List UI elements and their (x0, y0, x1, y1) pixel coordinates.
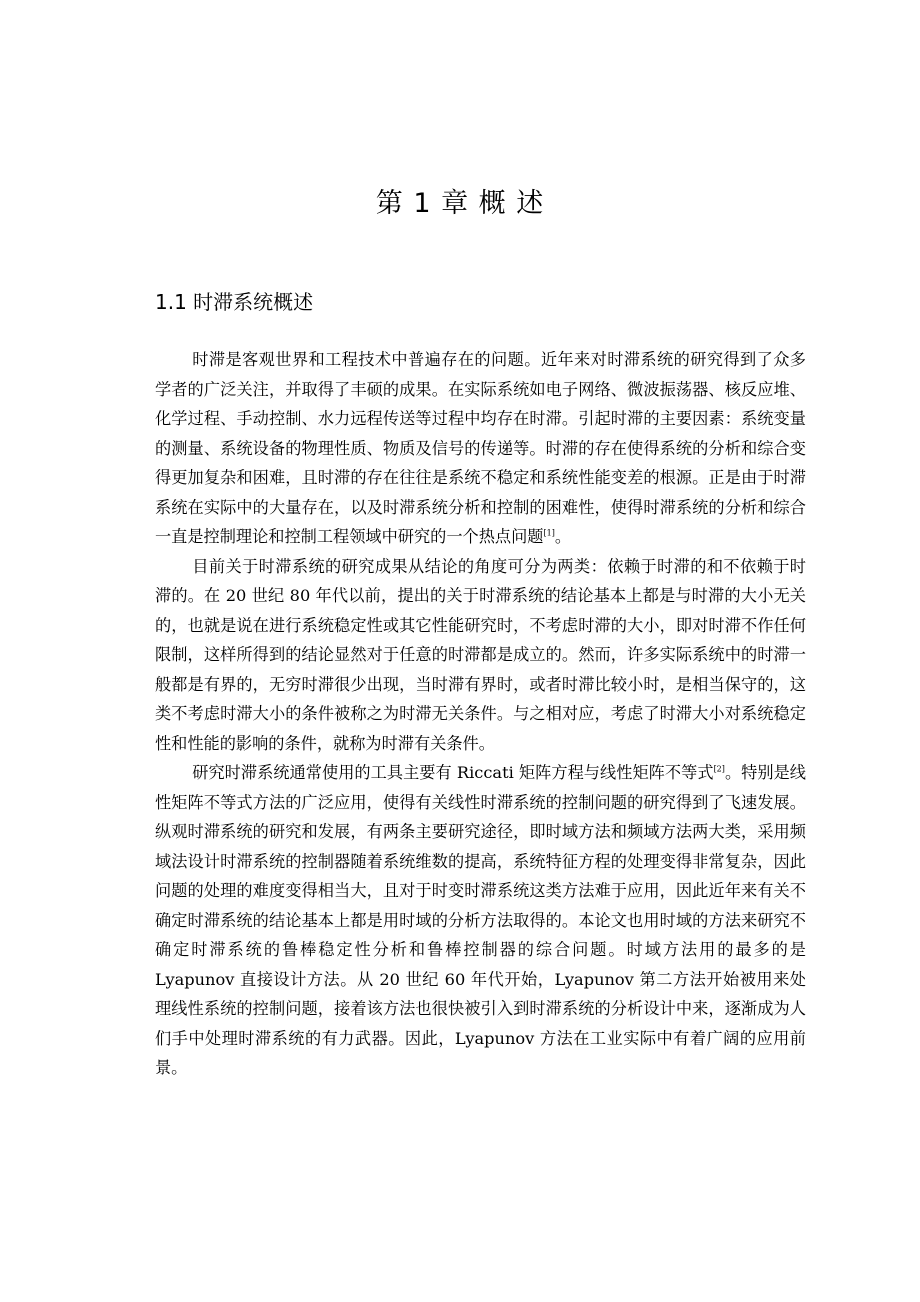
paragraph-text: 时滞是客观世界和工程技术中普遍存在的问题。近年来对时滞系统的研究得到了众多学者的广泛关注，并取得了丰硕的成果。在实际系统如电子网络、微波振荡器、核反应堆、化学过程、手动控制、水力远程传送等过程中均存在时滞。引起时滞的主要因素：系统变量的测量、系统设备的物理性质、物质及信号的传递等。时滞的存在使得系统的分析和综合变得更加复杂和困难，且时滞的存在往往是系统不稳定和系统性能变差的根源。正是由于时滞系统在实际中的大量存在，以及时滞系统分析和控制的困难性，使得时滞系统的分析和综合一直是控制理论和控制工程领域中研究的一个热点问题 (155, 350, 806, 546)
paragraph-tail: 。特别是线性矩阵不等式方法的广泛应用，使得有关线性时滞系统的控制问题的研究得到了飞速发展。纵观时滞系统的研究和发展，有两条主要研究途径，即时域方法和频域方法两大类，采用频域法设计时滞系统的控制器随着系统维数的提高，系统特征方程的处理变得非常复杂，因此问题的处理的难度变得相当大，且对于时变时滞系统这类方法难于应用，因此近年来有关不确定时滞系统的结论基本上都是用时域的分析方法取得的。本论文也用时域的方法来研究不确定时滞系统的鲁棒稳定性分析和鲁棒控制器的综合问题。时域方法用的最多的是 Lyapunov 直接设计方法。从 20 世纪 60 年代开始，Lyapunov 第二方法开始被用来处理线性系统的控制问题，接着该方法也很快被引入到时滞系统的分析设计中来，逐渐成为人们手中处理时滞系统的有力武器。因此，Lyapunov 方法在工业实际中有着广阔的应用前景。 (155, 763, 806, 1077)
section-heading: 1.1 时滞系统概述 (155, 290, 314, 314)
paragraph (155, 345, 806, 552)
citation-marker: [1] (543, 528, 555, 538)
body-text (155, 345, 806, 1083)
citation-marker: [2] (713, 764, 725, 774)
paragraph (155, 758, 806, 1083)
paragraph-text: 目前关于时滞系统的研究成果从结论的角度可分为两类：依赖于时滞的和不依赖于时滞的。在 20 世纪 80 年代以前，提出的关于时滞系统的结论基本上都是与时滞的大小无关的，也就是说在进行系统稳定性或其它性能研究时，不考虑时滞的大小，即对时滞不作任何限制，这样所得到的结论显然对于任意的时滞都是成立的。然而，许多实际系统中的时滞一般都是有界的，无穷时滞很少出现，当时滞有界时，或者时滞比较小时，是相当保守的，这类不考虑时滞大小的条件被称之为时滞无关条件。与之相对应，考虑了时滞大小对系统稳定性和性能的影响的条件，就称为时滞有关条件。 (155, 556, 806, 753)
paragraph (155, 552, 806, 759)
paragraph-tail: 。 (554, 527, 572, 546)
paragraph-text: 研究时滞系统通常使用的工具主要有 Riccati 矩阵方程与线性矩阵不等式 (192, 763, 714, 782)
chapter-title: 第 1 章 概 述 (375, 188, 545, 219)
